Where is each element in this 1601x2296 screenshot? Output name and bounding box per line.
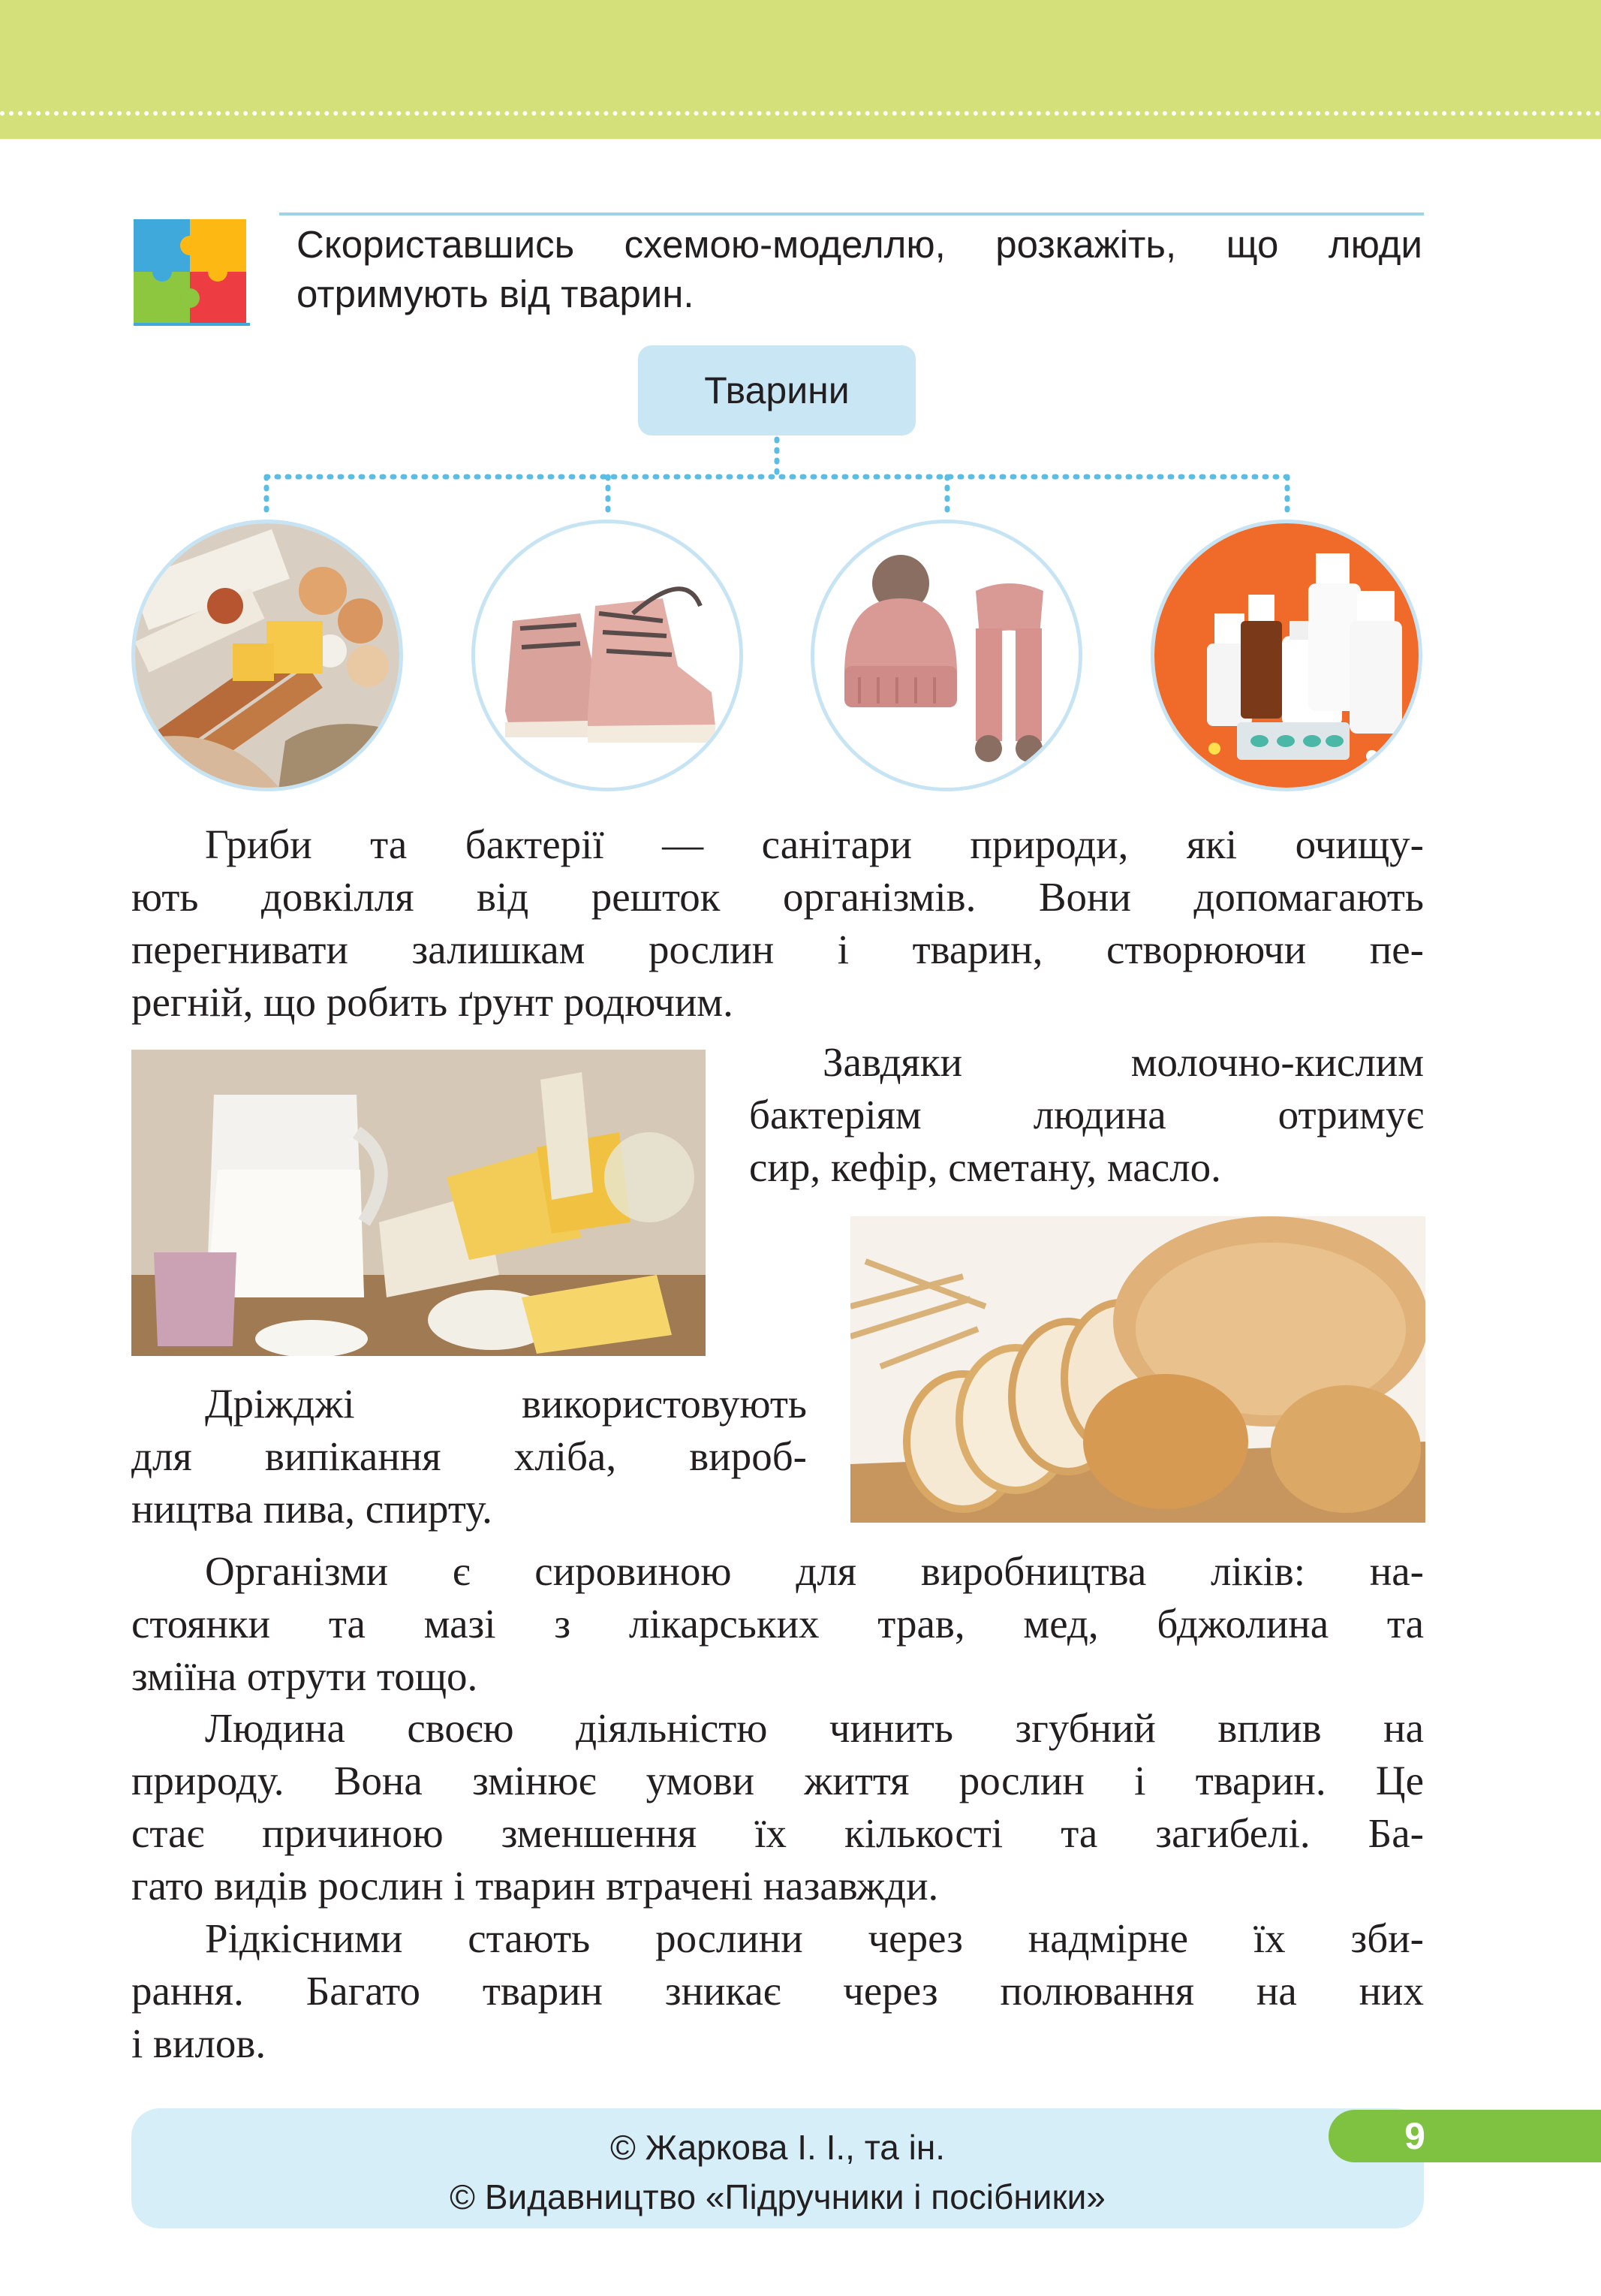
dairy-products-photo [131, 1050, 706, 1356]
page-number-tab [1329, 2110, 1601, 2162]
diagram-root-label: Тварини [704, 369, 850, 411]
footer-publisher: © Видавництво «Підручники і посібники» [450, 2177, 1106, 2216]
task-instruction: Скориставшись схемою-моделлю, розкажіть, що люди отримують від тварин. [296, 223, 1422, 315]
knit-hat-scarf-photo [811, 520, 1082, 791]
paragraph-human-impact: Людина своєю діяльністю чинить згубний вплив на природу. Вона змінює умови життя рослин і тварин. Це стає причиною зменшення їх кількості та загибелі. Ба- гато видів рослин і тварин втрачені назавжди. [131, 1705, 1424, 1909]
paragraph-decomposers: Гриби та бактерії — санітари природи, які очищу- ють довкілля від решток організмів. Вони допомагають перегнивати залишкам рослин і тварин, створюючи пе- регній, що робить ґрунт родючим. [131, 821, 1424, 1025]
food-products-photo [131, 520, 403, 791]
paragraph-rare-species: Рідкісними стають рослини через надмірне їх зби- рання. Багато тварин зникає через полювання на них і вилов. [131, 1915, 1424, 2066]
boots-photo [471, 520, 743, 791]
bread-photo [850, 1216, 1425, 1523]
paragraph-yeast: Дріжджі використовують для випікання хліба, вироб- ництва пива, спирту. [131, 1381, 807, 1532]
medicine-bottles-photo [1151, 520, 1422, 791]
paragraph-medicine-raw: Організми є сировиною для виробництва ліків: на- стоянки та мазі з лікарських трав, мед, бджолина та зміїна отрути тощо. [131, 1548, 1424, 1699]
paragraph-lactic-bacteria: Завдяки молочно-кислим бактеріям людина отримує сир, кефір, сметану, масло. [749, 1039, 1424, 1190]
diagram-connectors [0, 0, 1601, 526]
page-number: 9 [1404, 2115, 1425, 2157]
footer-authors: © Жаркова І. І., та ін. [609, 2128, 946, 2167]
